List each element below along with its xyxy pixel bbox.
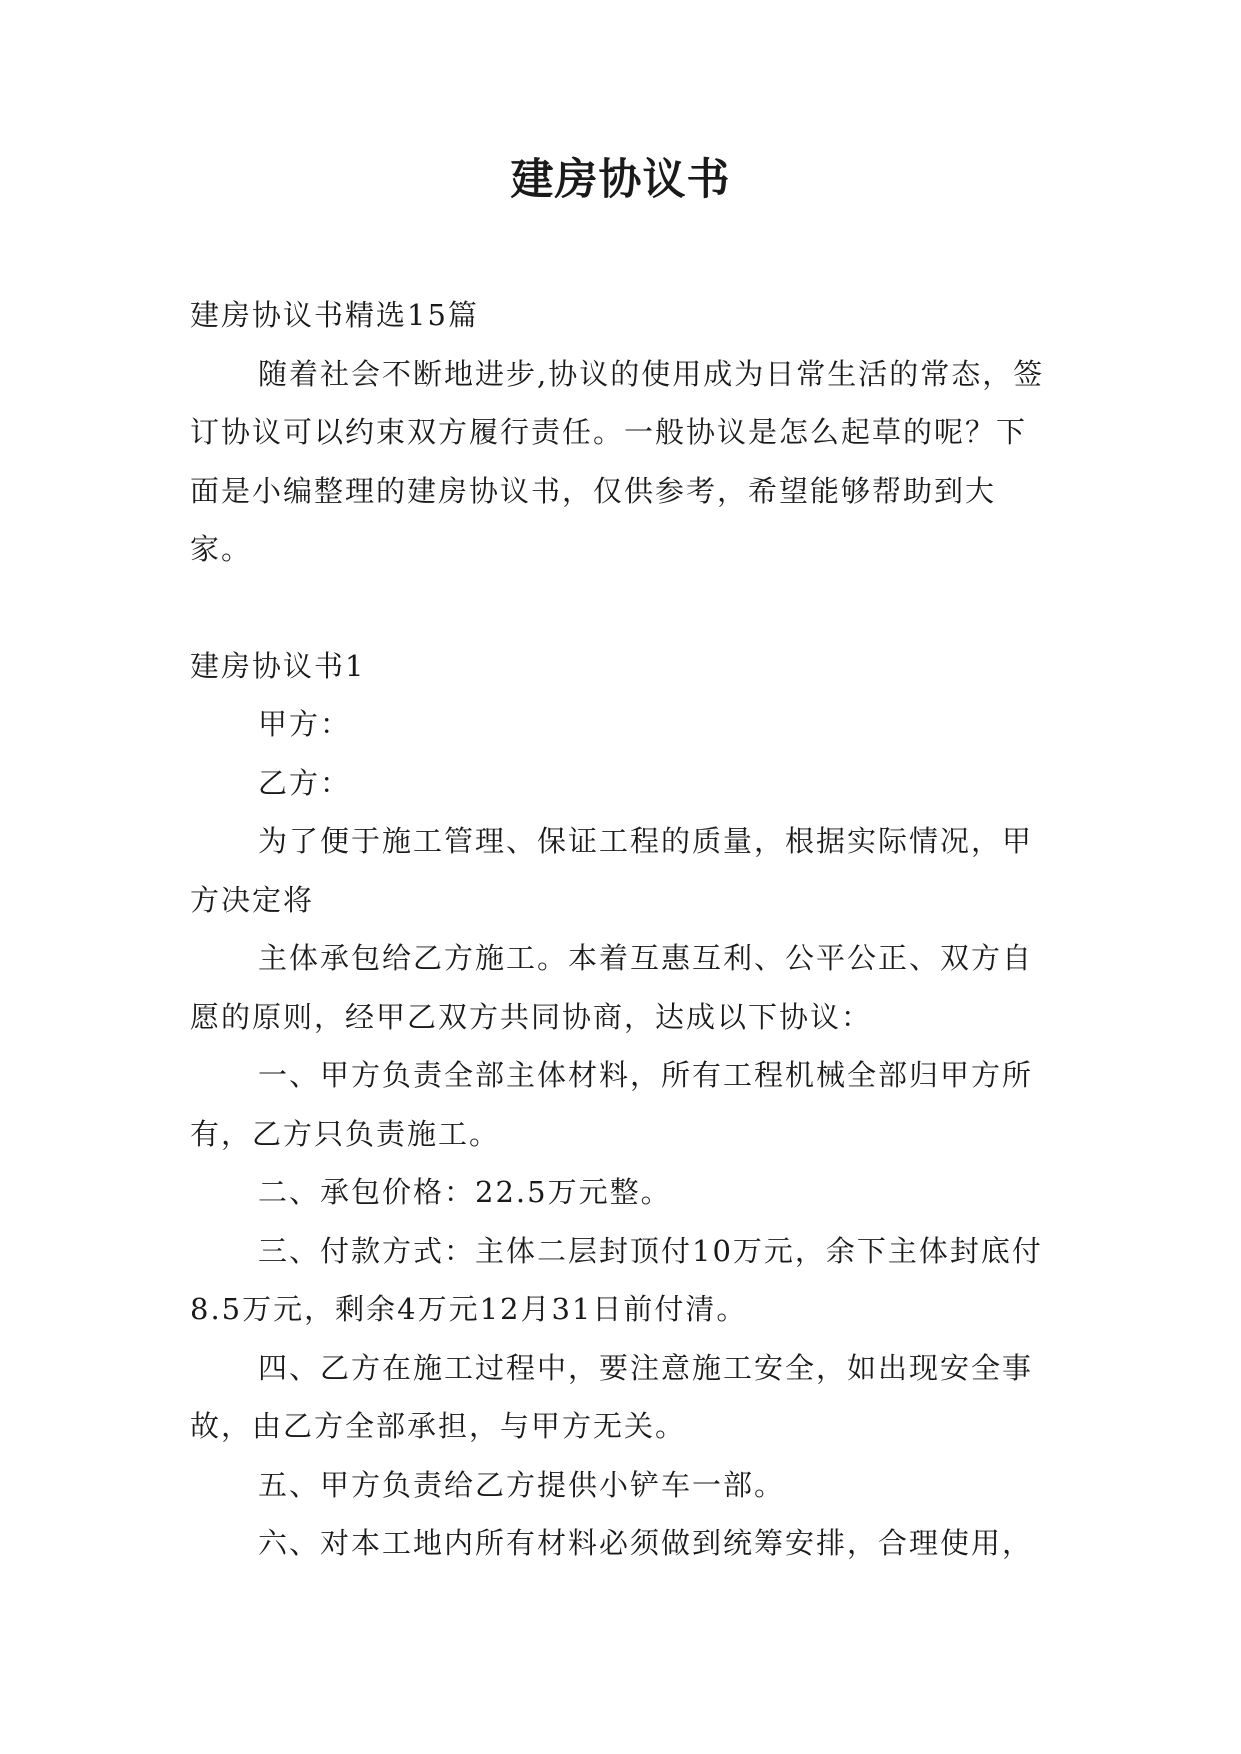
collection-subtitle: 建房协议书精选15篇 — [190, 298, 479, 332]
agreement-clause: 一、甲方负责全部主体材料，所有工程机械全部归甲方所有，乙方只负责施工。 — [190, 1058, 1034, 1151]
document-title: 建房协议书 — [510, 155, 731, 205]
intro-paragraph: 随着社会不断地进步,协议的使用成为日常生活的常态，签订协议可以约束双方履行责任。一般协议是怎么起草的呢？下面是小编整理的建房协议书，仅供参考，希望能够帮助到大家。 — [190, 356, 1045, 566]
agreement-clause: 三、付款方式：主体二层封顶付10万元，余下主体封底付8.5万元，剩余4万元12月31日前付清。 — [190, 1233, 1043, 1326]
section-heading: 建房协议书1 — [190, 648, 366, 683]
agreement-clause: 二、承包价格：22.5万元整。 — [258, 1175, 672, 1209]
party-a-label: 甲方： — [258, 707, 352, 741]
document-body — [190, 286, 1050, 1573]
agreement-clause: 五、甲方负责给乙方提供小铲车一部。 — [258, 1467, 786, 1502]
agreement-paragraph: 主体承包给乙方施工。本着互惠互利、公平公正、双方自愿的原则，经甲乙双方共同协商，达成以下协议： — [190, 941, 1034, 1034]
section-spacer — [190, 579, 1050, 637]
party-b-label: 乙方： — [258, 765, 352, 800]
agreement-paragraph: 为了便于施工管理、保证工程的质量，根据实际情况，甲方决定将 — [190, 824, 1034, 917]
agreement-clause: 四、乙方在施工过程中，要注意施工安全，如出现安全事故，由乙方全部承担，与甲方无关。 — [190, 1350, 1034, 1443]
agreement-clause: 六、对本工地内所有材料必须做到统筹安排，合理使用， — [258, 1526, 1034, 1560]
